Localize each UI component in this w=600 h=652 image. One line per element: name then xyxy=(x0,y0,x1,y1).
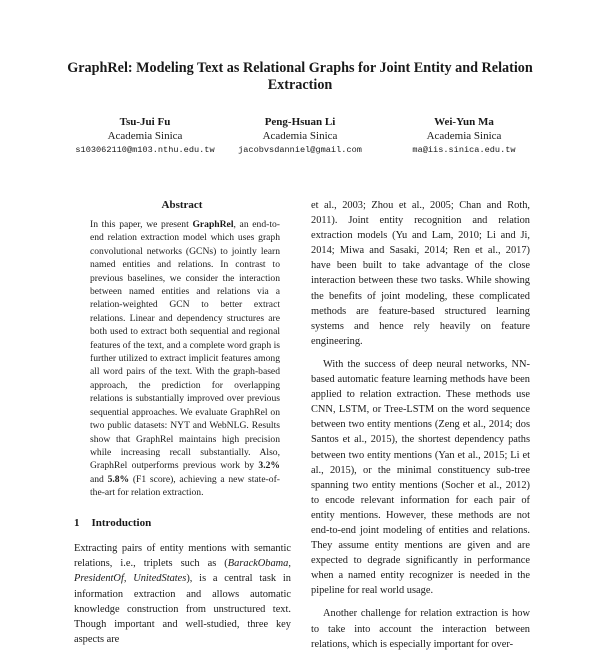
author-affiliation: Academia Sinica xyxy=(107,130,183,142)
paragraph: et al., 2003; Zhou et al., 2005; Chan and Roth, 2011). Joint entity recognition and relation extraction models (Yu and Lam, 2010; Li and Ji, 2014; Miwa and Sasaki, 2014; Ren et al., 2017) have been built to take advantage of the close interaction between these two tasks. While showing the benefits of joint modeling, these complicated methods are feature-based structured learning systems and hence rely heavily on feature engineering. xyxy=(311,200,530,347)
author-name: Wei-Yun Ma xyxy=(434,116,494,128)
abstract-heading: Abstract xyxy=(161,199,203,211)
author-block xyxy=(70,115,220,157)
abstract-body: In this paper, we present GraphRel, an end-to-end relation extraction model which uses graph convolutional networks (GCNs) to jointly learn named entities and relations. In contrast to previous baselines, we consider the interaction between named entities and relations via a relation-weighted GCN to better extract relations. Linear and dependency structures are both used to extract both sequential and regional features of the text, and a complete word graph is further utilized to extract implicit features among all word pairs of the text. With the graph-based approach, the prediction for overlapping relations is substantially improved over previous sequential approaches. We evaluate GraphRel on two public datasets: NYT and WebNLG. Results show that GraphRel maintains high precision while increasing recall substantially. Also, GraphRel outperforms previous work by 3.2% and 5.8% (F1 score), achieving a new state-of-the-art for relation extraction. xyxy=(90,219,280,499)
paragraph: Another challenge for relation extraction is how to take into account the interaction between relations, which is especially important for over- xyxy=(311,608,530,650)
author-affiliation: Academia Sinica xyxy=(262,130,338,142)
author-name: Tsu-Jui Fu xyxy=(119,116,171,128)
paper-title: GraphRel: Modeling Text as Relational Graphs for Joint Entity and Relation Extraction xyxy=(67,60,533,93)
right-column xyxy=(311,198,530,650)
author-email: s103062110@m103.nthu.edu.tw xyxy=(75,145,215,155)
intro-paragraph: Extracting pairs of entity mentions with semantic relations, i.e., triplets such as (BarackObama, PresidentOf, UnitedStates), is a central task in information extraction and allows automatic knowledge construction from unstructured text. Though important and well-studied, three key aspects are xyxy=(74,543,291,646)
section-title: Introduction xyxy=(91,517,152,529)
author-email: jacobvsdanniel@gmail.com xyxy=(238,145,362,155)
author-affiliation: Academia Sinica xyxy=(426,130,502,142)
author-name: Peng-Hsuan Li xyxy=(264,116,336,128)
section-heading xyxy=(74,517,151,529)
section-number: 1 xyxy=(74,517,80,529)
author-block xyxy=(225,115,375,157)
author-block xyxy=(389,115,539,157)
paragraph: With the success of deep neural networks, NN-based automatic feature learning methods have been applied to relation extraction. These methods use CNN, LSTM, or Tree-LSTM on the word sequence between two entity mentions (Zeng et al., 2014; dos Santos et al., 2015), the shortest dependency paths between two entity mentions (Yan et al., 2015; Li et al., 2015), or the minimal constituency sub-tree spanning two entity mentions (Socher et al., 2012) to encode relevant information for each pair of entity mentions. However, these methods are not end-to-end joint modeling of entities and relations. They assume entity mentions are given and are expected to degrade significantly in performance when a named entity recognizer is needed in the pipeline for real world usage. xyxy=(311,358,530,597)
author-email: ma@iis.sinica.edu.tw xyxy=(412,145,516,155)
